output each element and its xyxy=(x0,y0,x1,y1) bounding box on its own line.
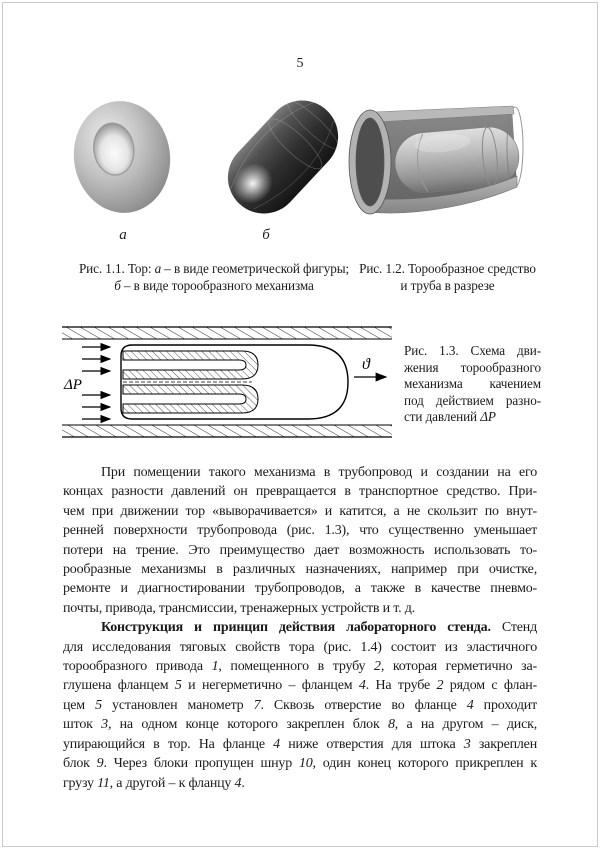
text-line: ренней поверхности трубопровода (рис. 1.3), что существенно уменьшает xyxy=(63,523,537,539)
text-line: потери на трение. Это преимущество дает возможность использовать то- xyxy=(63,542,537,558)
paragraph-1 xyxy=(63,463,537,618)
velocity-label: ϑ xyxy=(362,356,370,373)
text-line: механизма качением xyxy=(404,376,541,392)
text-line: почты, привода, трансмиссии, тренажерных устройств и т. д. xyxy=(63,600,415,616)
paragraph-2 xyxy=(63,618,537,793)
text-line: Рис. 1.3. Схема дви- xyxy=(404,343,541,358)
text-line: жения торообразного xyxy=(404,359,541,375)
body-text xyxy=(63,463,537,793)
text-line: Рис. 1.2. Торообразное средство xyxy=(359,261,536,276)
fig-1-2-caption xyxy=(355,261,540,294)
text-line: торообразного привода 1, помещенного в трубу 2, которая герметично за- xyxy=(63,659,537,675)
figure-label-b: б xyxy=(262,227,270,243)
text-line: для исследования тяговых свойств тора (рис. 1.4) состоит из эластичного xyxy=(63,639,537,655)
text-line: При помещении такого механизма в трубопровод и создании на его xyxy=(101,465,537,480)
page-number: 5 xyxy=(296,56,304,71)
text-line: глушена фланцем 5 и негерметично – фланцем 4. На трубе 2 рядом с флан- xyxy=(63,678,537,694)
figure-label-a: а xyxy=(119,227,127,243)
text-line: Рис. 1.1. Тор: а – в виде геометрической фигуры; xyxy=(78,261,350,276)
pressure-arrows xyxy=(82,347,110,419)
text-line: чем при движении тор «выворачивается» и катится, а не скользит по внут- xyxy=(63,503,537,519)
text-line: б – в виде торообразного механизма xyxy=(114,277,314,293)
text-line: шток 3, на одном конце которого закреплен блок 8, а на другом – диск, xyxy=(63,717,537,733)
text-line: Конструкция и принцип действия лабораторного стенда. Стенд xyxy=(101,620,537,636)
text-line: упирающийся в тор. На фланце 4 ниже отверстия для штока 3 закреплен xyxy=(63,736,537,752)
tube-bottom-wall xyxy=(62,425,392,437)
torus-image xyxy=(70,98,174,216)
tube-top-wall xyxy=(62,327,392,339)
text-line: и труба в разрезе xyxy=(400,277,495,293)
text-line: рообразные механизмы в различных назначениях, например при очистке, xyxy=(63,562,537,578)
toroid-mechanism-image xyxy=(210,83,356,231)
text-line: ремонте и диагностировании трубопроводов, а также в качестве пневмо- xyxy=(63,581,537,597)
tube-cutaway-image xyxy=(340,100,532,220)
fig-1-3-caption xyxy=(404,343,541,426)
fig-1-1-caption xyxy=(78,261,350,294)
fig-1-3-schematic xyxy=(62,325,392,439)
text-line: концах разности давлений он превращается в транспортное средство. При- xyxy=(63,484,537,500)
text-line: цем 5 установлен манометр 7. Сквозь отверстие во фланце 4 проходит xyxy=(63,697,537,713)
text-line: блок 9. Через блоки пропущен шнур 10, один конец которого прикреплен к xyxy=(63,756,537,772)
text-line: грузу 11, а другой – к фланцу 4. xyxy=(63,775,245,791)
text-line: сти давлений ΔР xyxy=(404,409,496,425)
pressure-label: ΔР xyxy=(64,377,82,393)
text-line: под действием разно- xyxy=(404,392,541,408)
